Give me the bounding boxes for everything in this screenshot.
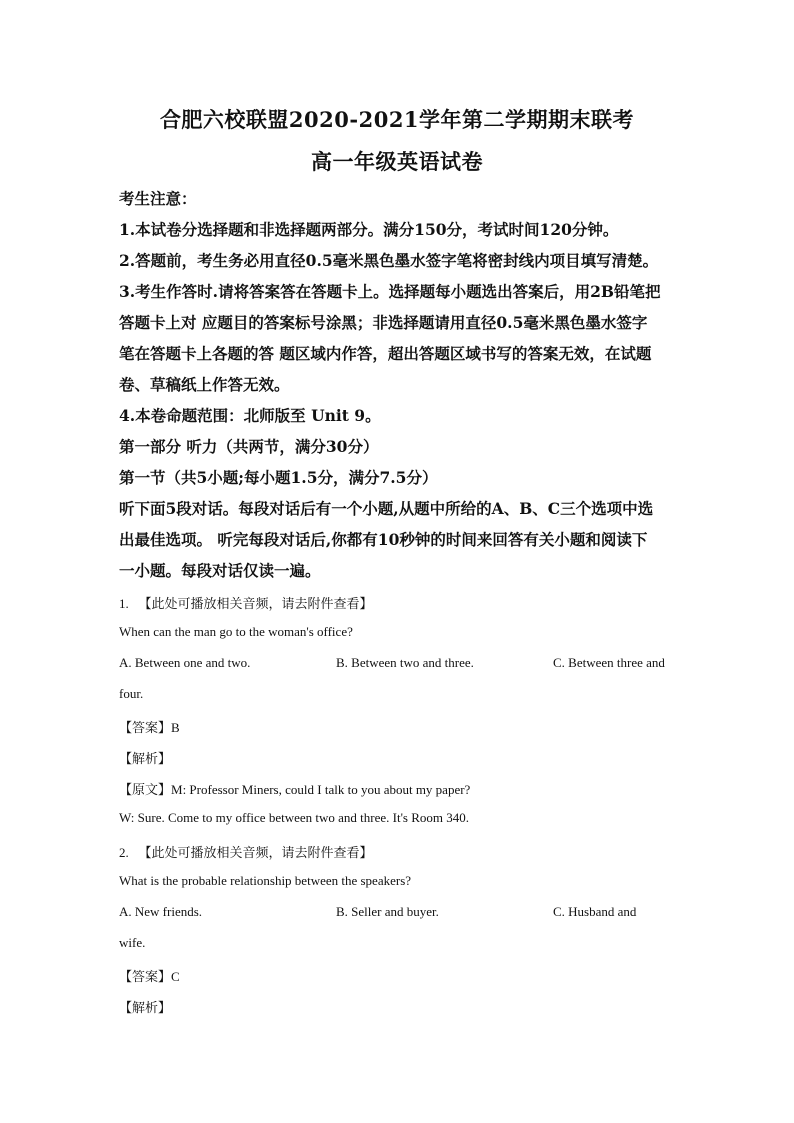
notice-item-3-line-1: 3.考生作答时.请将答案答在答题卡上。选择题每小题选出答案后，用2B铅笔把 bbox=[119, 282, 661, 301]
question-1-option-a: A. Between one and two. bbox=[119, 655, 251, 670]
question-2-header bbox=[119, 842, 679, 861]
original-label: 【原文】 bbox=[119, 783, 172, 798]
section1-heading: 第一节（共5小题;每小题1.5分，满分7.5分） bbox=[119, 468, 438, 487]
question-2-option-c-cont: wife. bbox=[119, 935, 146, 950]
answer-label: 【答案】 bbox=[119, 970, 172, 985]
analysis-label: 【解析】 bbox=[119, 752, 172, 767]
question-number: 2. bbox=[119, 845, 129, 860]
answer-value: C bbox=[171, 969, 180, 984]
part1-heading: 第一部分 听力（共两节，满分30分） bbox=[119, 437, 379, 456]
audio-note[interactable]: 【此处可播放相关音频，请去附件查看】 bbox=[138, 597, 373, 612]
question-1-analysis bbox=[119, 748, 679, 767]
question-2-text: What is the probable relationship between the speakers? bbox=[119, 873, 412, 888]
question-2-option-c: C. Husband and bbox=[553, 904, 637, 919]
notice-item-4: 4.本卷命题范围：北师版至 Unit 9。 bbox=[119, 406, 381, 425]
notice-item-3-line-2: 答题卡上对 应题目的答案标号涂黑；非选择题请用直径0.5毫米黑色墨水签字 bbox=[119, 313, 648, 332]
answer-value: B bbox=[171, 720, 180, 735]
exam-subtitle: 高一年级英语试卷 bbox=[311, 149, 483, 174]
question-1-header bbox=[119, 593, 679, 612]
question-1-original bbox=[119, 779, 679, 798]
answer-label: 【答案】 bbox=[119, 721, 172, 736]
instructions-line-2: 出最佳选项。 听完每段对话后,你都有10秒钟的时间来回答有关小题和阅读下 bbox=[119, 530, 648, 549]
question-1-option-c-cont: four. bbox=[119, 686, 144, 701]
question-1-answer bbox=[119, 717, 679, 736]
audio-note[interactable]: 【此处可播放相关音频，请去附件查看】 bbox=[138, 846, 373, 861]
notice-item-2: 2.答题前，考生务必用直径0.5毫米黑色墨水签字笔将密封线内项目填写清楚。 bbox=[119, 251, 659, 270]
question-2-option-a: A. New friends. bbox=[119, 904, 203, 919]
exam-title: 合肥六校联盟2020-2021学年第二学期期末联考 bbox=[159, 107, 635, 132]
instructions-line-3: 一小题。每段对话仅读一遍。 bbox=[119, 561, 321, 580]
question-1-text: When can the man go to the woman's office? bbox=[119, 624, 353, 639]
question-2-answer bbox=[119, 966, 679, 985]
analysis-label: 【解析】 bbox=[119, 1001, 172, 1016]
notice-heading: 考生注意： bbox=[119, 189, 197, 208]
question-2-analysis bbox=[119, 997, 679, 1016]
notice-item-3-line-3: 笔在答题卡上各题的答 题区域内作答，超出答题区域书写的答案无效，在试题 bbox=[119, 344, 652, 363]
instructions-line-1: 听下面5段对话。每段对话后有一个小题,从题中所给的A、B、C三个选项中选 bbox=[119, 499, 654, 518]
question-1-option-b: B. Between two and three. bbox=[336, 655, 474, 670]
notice-item-3-line-4: 卷、草稿纸上作答无效。 bbox=[119, 375, 290, 394]
question-1-option-c: C. Between three and bbox=[553, 655, 665, 670]
question-2-option-b: B. Seller and buyer. bbox=[336, 904, 439, 919]
original-text: M: Professor Miners, could I talk to you about my paper? bbox=[171, 782, 471, 797]
question-number: 1. bbox=[119, 596, 129, 611]
question-1-original-2: W: Sure. Come to my office between two and three. It's Room 340. bbox=[119, 810, 470, 825]
notice-item-1: 1.本试卷分选择题和非选择题两部分。满分150分，考试时间120分钟。 bbox=[119, 220, 619, 239]
